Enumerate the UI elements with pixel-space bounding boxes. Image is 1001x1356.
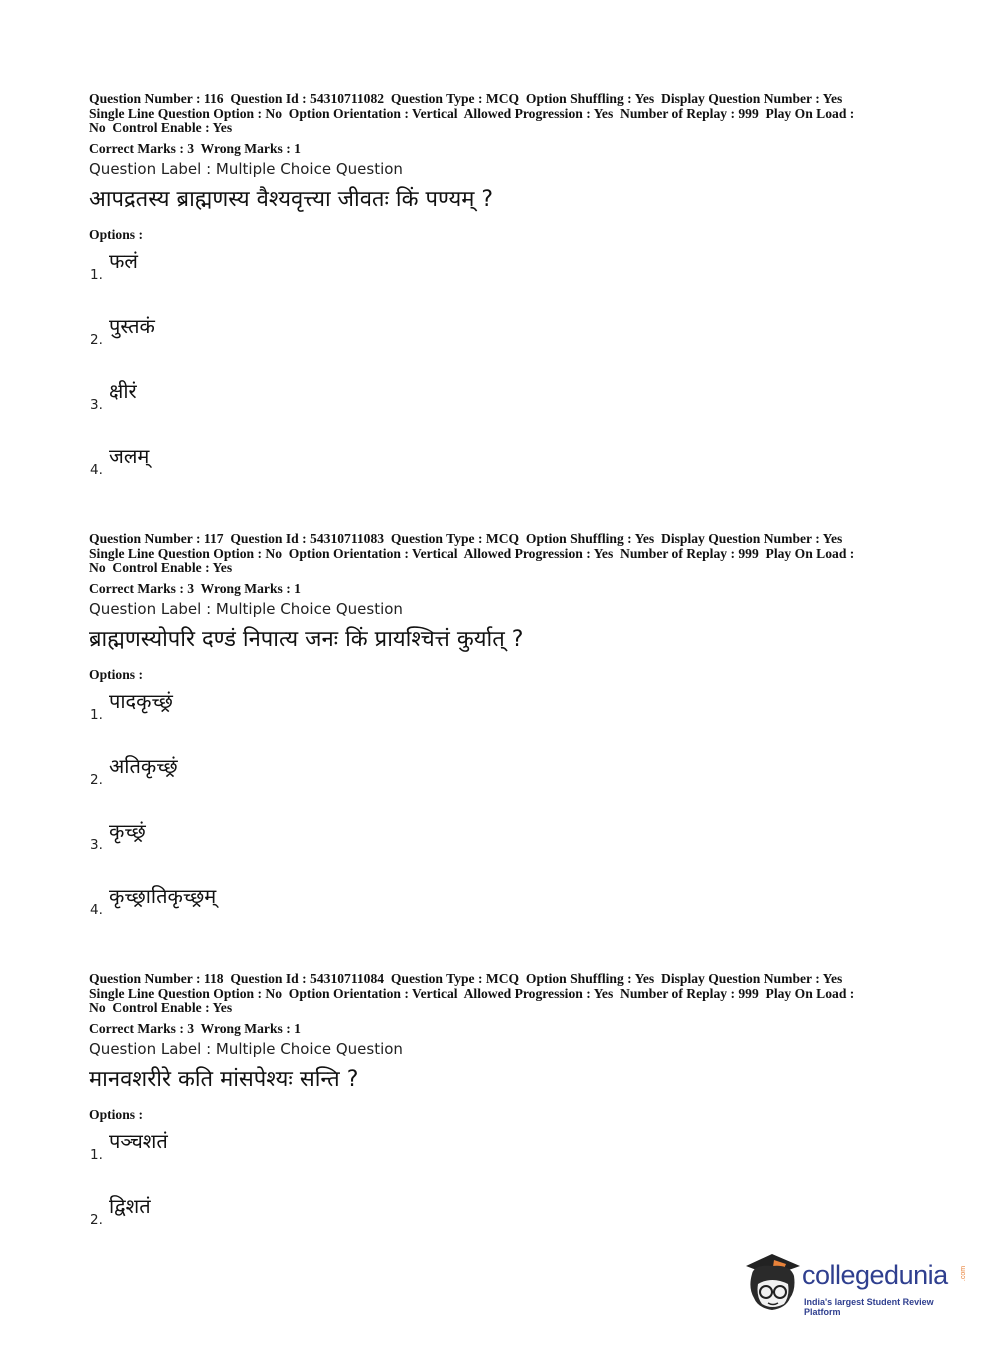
logo-tagline: India's largest Student Review Platform (804, 1297, 934, 1317)
option-text: पुस्तकं (109, 313, 155, 338)
option-item (89, 308, 919, 373)
option-number: 1. (90, 266, 103, 283)
question-block-116 (89, 92, 919, 503)
meta-line: Question Number : 118 Question Id : 54310711084 Question Type : MCQ Option Shuffling : Yes Display Question Number : Yes (89, 971, 843, 986)
option-item (89, 813, 919, 878)
question-label: Question Label : Multiple Choice Question (89, 599, 403, 618)
option-item (89, 1188, 919, 1253)
option-number: 2. (90, 331, 103, 348)
option-number: 2. (90, 771, 103, 788)
option-item (89, 373, 919, 438)
option-number: 3. (90, 836, 103, 853)
option-item (89, 243, 919, 308)
question-text: ब्राह्मणस्योपरि दण्डं निपात्य जनः किं प्रायश्चित्तं कुर्यात् ? (89, 626, 524, 652)
question-meta (89, 532, 919, 576)
options-heading: Options : (89, 226, 144, 242)
marks-line: Correct Marks : 3 Wrong Marks : 1 (89, 580, 301, 596)
option-text: कृच्छ्रं (109, 818, 146, 843)
option-number: 3. (90, 396, 103, 413)
question-label: Question Label : Multiple Choice Question (89, 159, 403, 178)
meta-line: No Control Enable : Yes (89, 560, 233, 576)
option-text: क्षीरं (109, 378, 137, 403)
options-heading: Options : (89, 666, 144, 682)
logo-wordmark: collegedunia (802, 1260, 948, 1290)
option-text: द्विशतं (109, 1193, 151, 1218)
option-text: जलम् (109, 443, 150, 468)
options-heading: Options : (89, 1106, 144, 1122)
option-number: 1. (90, 1146, 103, 1163)
option-number: 1. (90, 706, 103, 723)
logo-suffix: .com (960, 1265, 968, 1282)
question-block-118 (89, 972, 919, 1253)
meta-line: Single Line Question Option : No Option Orientation : Vertical Allowed Progression : Yes Number of Replay : 999 Play On Load : (89, 545, 855, 561)
option-number: 4. (90, 901, 103, 918)
option-text: पादकृच्छ्रं (109, 688, 173, 713)
option-item (89, 748, 919, 813)
option-item (89, 683, 919, 748)
meta-line: No Control Enable : Yes (89, 120, 233, 136)
option-item (89, 878, 919, 943)
meta-line: Single Line Question Option : No Option Orientation : Vertical Allowed Progression : Yes Number of Replay : 999 Play On Load : (89, 105, 855, 121)
question-label: Question Label : Multiple Choice Question (89, 1039, 403, 1058)
option-item (89, 438, 919, 503)
option-text: कृच्छ्रातिकृच्छ्रम् (109, 883, 217, 908)
marks-line: Correct Marks : 3 Wrong Marks : 1 (89, 140, 301, 156)
option-item (89, 1123, 919, 1188)
question-meta (89, 972, 919, 1016)
student-mascot-icon (742, 1250, 804, 1316)
option-text: पञ्चशतं (109, 1128, 168, 1153)
option-number: 2. (90, 1211, 103, 1228)
question-block-117 (89, 532, 919, 943)
question-meta (89, 92, 919, 136)
option-text: अतिकृच्छ्रं (109, 753, 178, 778)
meta-line: Question Number : 116 Question Id : 54310711082 Question Type : MCQ Option Shuffling : Yes Display Question Number : Yes (89, 91, 843, 106)
option-number: 4. (90, 461, 103, 478)
collegedunia-logo (742, 1250, 972, 1316)
meta-line: Question Number : 117 Question Id : 54310711083 Question Type : MCQ Option Shuffling : Yes Display Question Number : Yes (89, 531, 843, 546)
meta-line: Single Line Question Option : No Option Orientation : Vertical Allowed Progression : Yes Number of Replay : 999 Play On Load : (89, 985, 855, 1001)
question-text: आपद्रतस्य ब्राह्मणस्य वैश्यवृत्त्या जीवतः किं पण्यम् ? (89, 186, 494, 212)
meta-line: No Control Enable : Yes (89, 1000, 233, 1016)
marks-line: Correct Marks : 3 Wrong Marks : 1 (89, 1020, 301, 1036)
option-text: फलं (109, 248, 138, 273)
question-text: मानवशरीरे कति मांसपेश्यः सन्ति ? (89, 1066, 359, 1092)
